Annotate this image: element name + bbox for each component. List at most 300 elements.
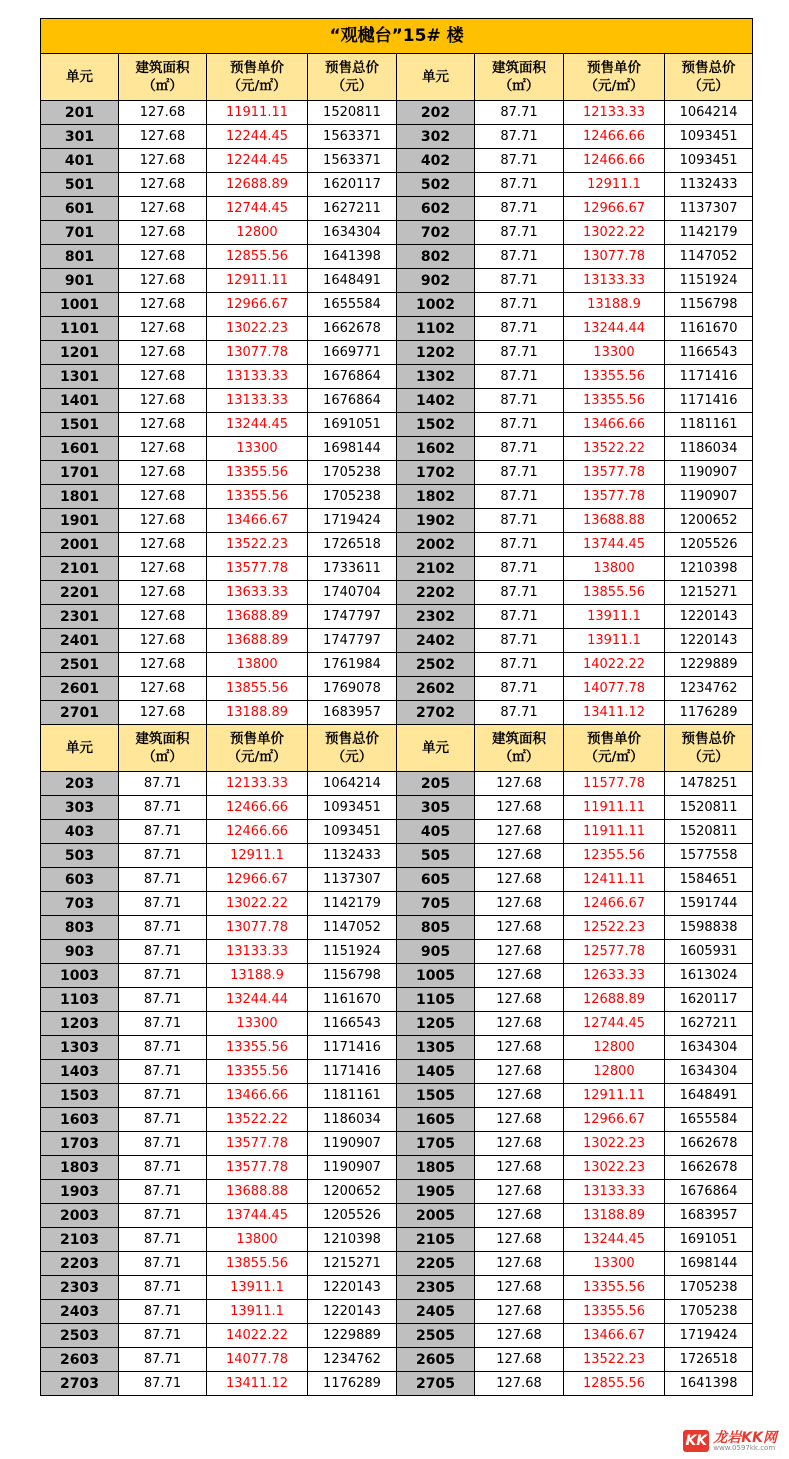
- total-cell: 1747797: [308, 605, 397, 629]
- price-cell: 12966.67: [564, 197, 665, 221]
- price-cell: 11911.11: [564, 820, 665, 844]
- table-row: [41, 677, 753, 701]
- total-cell: 1161670: [308, 988, 397, 1012]
- area-cell: 127.68: [119, 149, 207, 173]
- total-cell: 1691051: [308, 413, 397, 437]
- price-cell: 13355.56: [207, 461, 308, 485]
- price-cell: 12800: [564, 1036, 665, 1060]
- header-area: [119, 725, 207, 772]
- price-cell: 12466.66: [564, 125, 665, 149]
- unit-cell: 403: [41, 820, 119, 844]
- area-cell: 127.68: [475, 1156, 564, 1180]
- table-row: [41, 533, 753, 557]
- header-area-line1: 建筑面积: [135, 730, 190, 747]
- area-cell: 127.68: [475, 1276, 564, 1300]
- area-cell: 87.71: [119, 1156, 207, 1180]
- total-cell: 1220143: [308, 1276, 397, 1300]
- unit-cell: 2202: [397, 581, 475, 605]
- table-row: [41, 557, 753, 581]
- area-cell: 87.71: [475, 101, 564, 125]
- area-cell: 87.71: [119, 1228, 207, 1252]
- unit-cell: 703: [41, 892, 119, 916]
- unit-cell: 2601: [41, 677, 119, 701]
- header-total: [308, 54, 397, 101]
- area-cell: 87.71: [475, 365, 564, 389]
- header-total-line1: 预售总价: [681, 59, 736, 76]
- area-cell: 87.71: [475, 269, 564, 293]
- price-cell: 12633.33: [564, 964, 665, 988]
- unit-cell: 705: [397, 892, 475, 916]
- table-row: [41, 581, 753, 605]
- unit-cell: 802: [397, 245, 475, 269]
- total-cell: 1171416: [665, 389, 753, 413]
- unit-cell: 1603: [41, 1108, 119, 1132]
- price-cell: 12911.1: [564, 173, 665, 197]
- unit-cell: 2401: [41, 629, 119, 653]
- header-price-line2: （元/㎡）: [227, 78, 287, 94]
- price-cell: 13911.1: [207, 1300, 308, 1324]
- total-cell: 1726518: [308, 533, 397, 557]
- table-row: [41, 341, 753, 365]
- area-cell: 127.68: [119, 581, 207, 605]
- total-cell: 1719424: [665, 1324, 753, 1348]
- price-cell: 13355.56: [207, 1036, 308, 1060]
- table-row: [41, 1300, 753, 1324]
- total-cell: 1705238: [308, 485, 397, 509]
- total-cell: 1683957: [308, 701, 397, 725]
- total-cell: 1676864: [308, 389, 397, 413]
- unit-cell: 2605: [397, 1348, 475, 1372]
- price-cell: 12855.56: [564, 1372, 665, 1396]
- area-cell: 127.68: [475, 1180, 564, 1204]
- area-cell: 127.68: [475, 1060, 564, 1084]
- area-cell: 127.68: [119, 101, 207, 125]
- total-cell: 1171416: [665, 365, 753, 389]
- area-cell: 87.71: [475, 509, 564, 533]
- price-cell: 13411.12: [564, 701, 665, 725]
- price-cell: 13077.78: [207, 916, 308, 940]
- price-cell: 13522.23: [564, 1348, 665, 1372]
- unit-cell: 903: [41, 940, 119, 964]
- total-cell: 1137307: [308, 868, 397, 892]
- price-cell: 12466.66: [207, 820, 308, 844]
- unit-cell: 305: [397, 796, 475, 820]
- table-row: [41, 293, 753, 317]
- price-cell: 12911.1: [207, 844, 308, 868]
- area-cell: 127.68: [119, 605, 207, 629]
- price-cell: 13022.23: [564, 1132, 665, 1156]
- unit-cell: 1601: [41, 437, 119, 461]
- table-row: [41, 868, 753, 892]
- unit-cell: 501: [41, 173, 119, 197]
- area-cell: 127.68: [119, 245, 207, 269]
- total-cell: 1591744: [665, 892, 753, 916]
- total-cell: 1620117: [665, 988, 753, 1012]
- header-total: [665, 725, 753, 772]
- area-cell: 87.71: [119, 1252, 207, 1276]
- unit-cell: 2503: [41, 1324, 119, 1348]
- area-cell: 87.71: [475, 557, 564, 581]
- unit-cell: 405: [397, 820, 475, 844]
- header-unit: [41, 54, 119, 101]
- unit-cell: 1905: [397, 1180, 475, 1204]
- total-cell: 1705238: [665, 1300, 753, 1324]
- table-row: [41, 485, 753, 509]
- total-cell: 1634304: [308, 221, 397, 245]
- table-row: [41, 437, 753, 461]
- header-row: [41, 725, 753, 772]
- unit-cell: 2303: [41, 1276, 119, 1300]
- unit-cell: 2105: [397, 1228, 475, 1252]
- total-cell: 1220143: [308, 1300, 397, 1324]
- header-unit-label: 单元: [422, 739, 449, 756]
- area-cell: 87.71: [475, 245, 564, 269]
- price-cell: 12522.23: [564, 916, 665, 940]
- unit-cell: 1505: [397, 1084, 475, 1108]
- price-cell: 12466.67: [564, 892, 665, 916]
- unit-cell: 1001: [41, 293, 119, 317]
- area-cell: 127.68: [119, 413, 207, 437]
- price-cell: 12800: [207, 221, 308, 245]
- price-cell: 12466.66: [207, 796, 308, 820]
- table-row: [41, 509, 753, 533]
- area-cell: 127.68: [119, 629, 207, 653]
- unit-cell: 1802: [397, 485, 475, 509]
- unit-cell: 2302: [397, 605, 475, 629]
- unit-cell: 1305: [397, 1036, 475, 1060]
- header-price-line2: （元/㎡）: [227, 749, 287, 765]
- unit-cell: 505: [397, 844, 475, 868]
- price-cell: 14077.78: [207, 1348, 308, 1372]
- header-total-line2: （元）: [331, 78, 373, 94]
- header-area-line2: （㎡）: [142, 78, 183, 94]
- table-row: [41, 1372, 753, 1396]
- table-row: [41, 461, 753, 485]
- table-row: [41, 317, 753, 341]
- total-cell: 1147052: [308, 916, 397, 940]
- unit-cell: 2301: [41, 605, 119, 629]
- price-cell: 12966.67: [207, 293, 308, 317]
- area-cell: 87.71: [119, 916, 207, 940]
- table-row: [41, 1252, 753, 1276]
- area-cell: 127.68: [119, 221, 207, 245]
- total-cell: 1190907: [665, 461, 753, 485]
- area-cell: 127.68: [475, 844, 564, 868]
- area-cell: 127.68: [119, 485, 207, 509]
- unit-cell: 1005: [397, 964, 475, 988]
- unit-cell: 303: [41, 796, 119, 820]
- price-cell: 13133.33: [564, 269, 665, 293]
- total-cell: 1747797: [308, 629, 397, 653]
- header-unit-label: 单元: [422, 68, 449, 85]
- area-cell: 87.71: [475, 317, 564, 341]
- total-cell: 1147052: [665, 245, 753, 269]
- total-cell: 1220143: [665, 629, 753, 653]
- total-cell: 1726518: [665, 1348, 753, 1372]
- area-cell: 127.68: [475, 1036, 564, 1060]
- price-table: [40, 18, 753, 1396]
- table-row: [41, 820, 753, 844]
- header-total-line1: 预售总价: [325, 59, 379, 76]
- total-cell: 1669771: [308, 341, 397, 365]
- table-row: [41, 389, 753, 413]
- unit-cell: 1302: [397, 365, 475, 389]
- total-cell: 1151924: [308, 940, 397, 964]
- table-row: [41, 269, 753, 293]
- price-cell: 13133.33: [207, 940, 308, 964]
- area-cell: 87.71: [119, 1372, 207, 1396]
- price-cell: 13355.56: [207, 1060, 308, 1084]
- header-total-line1: 预售总价: [681, 730, 736, 747]
- area-cell: 127.68: [119, 341, 207, 365]
- area-cell: 127.68: [475, 916, 564, 940]
- unit-cell: 2502: [397, 653, 475, 677]
- header-price: [207, 54, 308, 101]
- total-cell: 1705238: [308, 461, 397, 485]
- total-cell: 1132433: [665, 173, 753, 197]
- unit-cell: 1101: [41, 317, 119, 341]
- header-area-line2: （㎡）: [498, 749, 540, 765]
- total-cell: 1166543: [308, 1012, 397, 1036]
- total-cell: 1234762: [308, 1348, 397, 1372]
- area-cell: 127.68: [475, 940, 564, 964]
- area-cell: 87.71: [119, 1108, 207, 1132]
- unit-cell: 1901: [41, 509, 119, 533]
- total-cell: 1093451: [665, 149, 753, 173]
- unit-cell: 805: [397, 916, 475, 940]
- unit-cell: 905: [397, 940, 475, 964]
- area-cell: 127.68: [475, 892, 564, 916]
- price-cell: 13800: [564, 557, 665, 581]
- unit-cell: 402: [397, 149, 475, 173]
- unit-cell: 1602: [397, 437, 475, 461]
- total-cell: 1761984: [308, 653, 397, 677]
- price-cell: 13688.89: [207, 605, 308, 629]
- header-row: [41, 54, 753, 101]
- header-total-line2: （元）: [331, 749, 373, 765]
- area-cell: 87.71: [119, 1300, 207, 1324]
- area-cell: 127.68: [475, 1132, 564, 1156]
- area-cell: 127.68: [475, 1084, 564, 1108]
- price-cell: 13133.33: [207, 389, 308, 413]
- price-cell: 13800: [207, 1228, 308, 1252]
- price-cell: 11577.78: [564, 772, 665, 796]
- total-cell: 1171416: [308, 1060, 397, 1084]
- table-row: [41, 1324, 753, 1348]
- table-row: [41, 796, 753, 820]
- area-cell: 127.68: [475, 988, 564, 1012]
- total-cell: 1093451: [308, 796, 397, 820]
- unit-cell: 2603: [41, 1348, 119, 1372]
- price-cell: 12911.11: [207, 269, 308, 293]
- price-cell: 13355.56: [207, 485, 308, 509]
- unit-cell: 302: [397, 125, 475, 149]
- area-cell: 127.68: [119, 653, 207, 677]
- unit-cell: 1705: [397, 1132, 475, 1156]
- table-row: [41, 1132, 753, 1156]
- total-cell: 1215271: [665, 581, 753, 605]
- total-cell: 1186034: [308, 1108, 397, 1132]
- total-cell: 1210398: [308, 1228, 397, 1252]
- total-cell: 1563371: [308, 125, 397, 149]
- total-cell: 1229889: [665, 653, 753, 677]
- price-cell: 13188.9: [564, 293, 665, 317]
- logo-url: www.0597kk.com: [713, 1443, 776, 1452]
- price-cell: 12800: [564, 1060, 665, 1084]
- price-cell: 13577.78: [564, 461, 665, 485]
- price-cell: 12966.67: [207, 868, 308, 892]
- area-cell: 127.68: [475, 868, 564, 892]
- unit-cell: 801: [41, 245, 119, 269]
- area-cell: 127.68: [475, 1252, 564, 1276]
- price-cell: 12411.11: [564, 868, 665, 892]
- total-cell: 1220143: [665, 605, 753, 629]
- area-cell: 127.68: [475, 1204, 564, 1228]
- header-total-line2: （元）: [688, 78, 729, 94]
- unit-cell: 205: [397, 772, 475, 796]
- table-row: [41, 173, 753, 197]
- price-cell: 13466.66: [207, 1084, 308, 1108]
- price-cell: 12688.89: [207, 173, 308, 197]
- header-price: [564, 725, 665, 772]
- total-cell: 1205526: [308, 1204, 397, 1228]
- price-cell: 12133.33: [564, 101, 665, 125]
- unit-cell: 1701: [41, 461, 119, 485]
- total-cell: 1200652: [665, 509, 753, 533]
- total-cell: 1613024: [665, 964, 753, 988]
- unit-cell: 1405: [397, 1060, 475, 1084]
- price-cell: 13688.88: [207, 1180, 308, 1204]
- price-cell: 12688.89: [564, 988, 665, 1012]
- table-row: [41, 653, 753, 677]
- unit-cell: 1702: [397, 461, 475, 485]
- total-cell: 1648491: [665, 1084, 753, 1108]
- area-cell: 127.68: [119, 125, 207, 149]
- total-cell: 1166543: [665, 341, 753, 365]
- header-unit: [397, 725, 475, 772]
- area-cell: 87.71: [119, 1084, 207, 1108]
- total-cell: 1181161: [308, 1084, 397, 1108]
- header-area: [119, 54, 207, 101]
- unit-cell: 2305: [397, 1276, 475, 1300]
- total-cell: 1705238: [665, 1276, 753, 1300]
- table-row: [41, 245, 753, 269]
- total-cell: 1627211: [308, 197, 397, 221]
- unit-cell: 1502: [397, 413, 475, 437]
- total-cell: 1598838: [665, 916, 753, 940]
- unit-cell: 1703: [41, 1132, 119, 1156]
- total-cell: 1641398: [665, 1372, 753, 1396]
- total-cell: 1683957: [665, 1204, 753, 1228]
- unit-cell: 1003: [41, 964, 119, 988]
- unit-cell: 2001: [41, 533, 119, 557]
- price-cell: 13911.1: [207, 1276, 308, 1300]
- logo-name: 龙岩KK网: [713, 1429, 777, 1446]
- unit-cell: 2205: [397, 1252, 475, 1276]
- total-cell: 1563371: [308, 149, 397, 173]
- total-cell: 1691051: [665, 1228, 753, 1252]
- table-row: [41, 964, 753, 988]
- total-cell: 1064214: [308, 772, 397, 796]
- unit-cell: 1501: [41, 413, 119, 437]
- unit-cell: 2102: [397, 557, 475, 581]
- unit-cell: 2405: [397, 1300, 475, 1324]
- header-total: [665, 54, 753, 101]
- unit-cell: 2701: [41, 701, 119, 725]
- table-row: [41, 125, 753, 149]
- price-cell: 12744.45: [564, 1012, 665, 1036]
- unit-cell: 803: [41, 916, 119, 940]
- header-area-line2: （㎡）: [498, 78, 540, 94]
- price-cell: 12244.45: [207, 149, 308, 173]
- area-cell: 87.71: [119, 1324, 207, 1348]
- area-cell: 127.68: [475, 1108, 564, 1132]
- unit-cell: 2003: [41, 1204, 119, 1228]
- total-cell: 1769078: [308, 677, 397, 701]
- header-price-line1: 预售单价: [587, 59, 641, 76]
- area-cell: 127.68: [119, 173, 207, 197]
- total-cell: 1181161: [665, 413, 753, 437]
- total-cell: 1719424: [308, 509, 397, 533]
- price-cell: 13577.78: [564, 485, 665, 509]
- total-cell: 1151924: [665, 269, 753, 293]
- unit-cell: 2005: [397, 1204, 475, 1228]
- total-cell: 1093451: [308, 820, 397, 844]
- total-cell: 1156798: [665, 293, 753, 317]
- unit-cell: 1301: [41, 365, 119, 389]
- total-cell: 1132433: [308, 844, 397, 868]
- price-cell: 13688.88: [564, 509, 665, 533]
- price-cell: 13244.45: [207, 413, 308, 437]
- total-cell: 1520811: [665, 796, 753, 820]
- site-logo: [683, 1428, 777, 1454]
- price-cell: 13300: [207, 437, 308, 461]
- unit-cell: 1102: [397, 317, 475, 341]
- area-cell: 127.68: [475, 1372, 564, 1396]
- price-cell: 13522.22: [564, 437, 665, 461]
- total-cell: 1662678: [308, 317, 397, 341]
- total-cell: 1655584: [665, 1108, 753, 1132]
- total-cell: 1740704: [308, 581, 397, 605]
- header-area-line1: 建筑面积: [492, 59, 546, 76]
- total-cell: 1655584: [308, 293, 397, 317]
- unit-cell: 702: [397, 221, 475, 245]
- header-price-line1: 预售单价: [230, 730, 284, 747]
- unit-cell: 2602: [397, 677, 475, 701]
- unit-cell: 603: [41, 868, 119, 892]
- table-row: [41, 221, 753, 245]
- unit-cell: 1303: [41, 1036, 119, 1060]
- area-cell: 127.68: [119, 269, 207, 293]
- unit-cell: 2505: [397, 1324, 475, 1348]
- unit-cell: 1203: [41, 1012, 119, 1036]
- total-cell: 1478251: [665, 772, 753, 796]
- unit-cell: 1805: [397, 1156, 475, 1180]
- table-row: [41, 101, 753, 125]
- table-row: [41, 1276, 753, 1300]
- total-cell: 1229889: [308, 1324, 397, 1348]
- price-cell: 13855.56: [207, 1252, 308, 1276]
- header-area-line1: 建筑面积: [135, 59, 190, 76]
- table-row: [41, 1228, 753, 1252]
- price-cell: 13022.23: [207, 317, 308, 341]
- table-row: [41, 940, 753, 964]
- price-cell: 14022.22: [207, 1324, 308, 1348]
- area-cell: 87.71: [475, 653, 564, 677]
- table-row: [41, 1156, 753, 1180]
- area-cell: 87.71: [119, 1348, 207, 1372]
- price-cell: 13855.56: [564, 581, 665, 605]
